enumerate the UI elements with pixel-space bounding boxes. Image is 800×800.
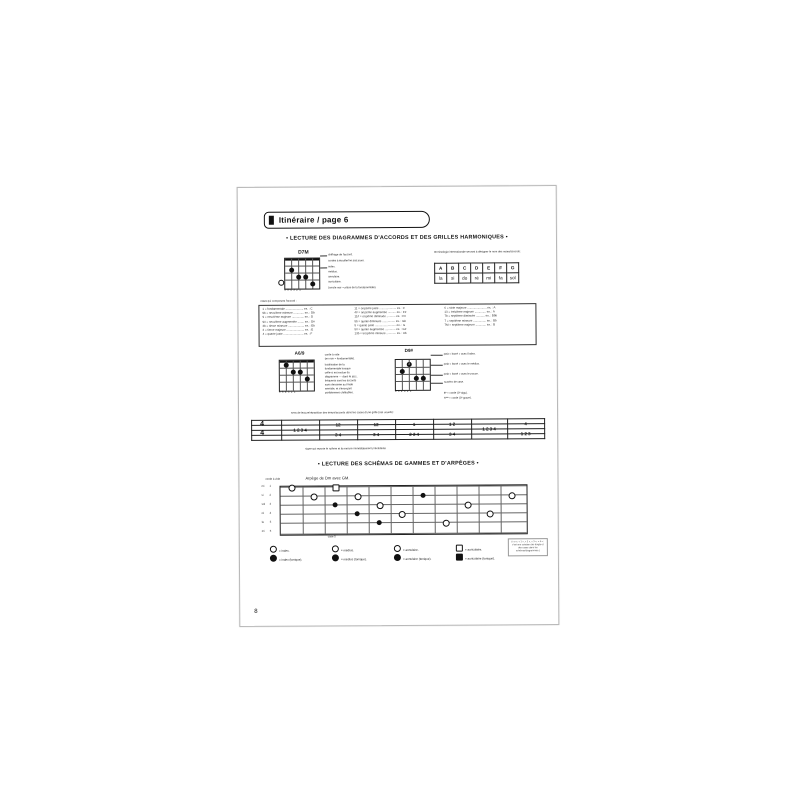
chord3-note-1: petit « barré » avec le médius.	[443, 362, 480, 366]
fretboard-note	[311, 493, 318, 500]
chord1-name: D7M	[298, 249, 309, 256]
chord1-finger-dot	[310, 282, 315, 287]
interval-item: 7 = septième mineure ................ ex. : Bb	[444, 318, 497, 323]
measure-upper: 1 2	[449, 421, 456, 427]
intervals-column-2	[354, 306, 406, 336]
time-signature-top: 4	[260, 420, 265, 428]
chord1-note-6: (cercle noir = place de la fondamentale).	[328, 286, 377, 290]
chord2-note-8: mentale, et s'énonçant	[324, 387, 352, 391]
interval-item: 7b = septième diminuée ........... ex. : Bbb	[444, 313, 498, 319]
chord2-finger-dot	[284, 363, 289, 368]
medius-tonic-marker-icon	[332, 554, 339, 561]
chord2-diagram	[279, 360, 315, 392]
interval-item: 3 = tierce majeure ...................... ex. : E	[262, 327, 314, 332]
interval-item: 6 = sixte majeure ........................ ex. : A	[444, 305, 496, 310]
fretboard-left-label: corde à vide	[265, 477, 281, 481]
string-name-5: la	[261, 520, 264, 524]
note-letter: A	[435, 263, 447, 273]
fretboard-note	[465, 502, 472, 509]
annulaire-tonic-marker-icon	[394, 554, 401, 561]
note-letter: D	[471, 263, 483, 273]
legend-label: = auriculaire (tonique).	[464, 556, 495, 561]
note-name: sol	[507, 273, 519, 283]
legend-label: = index.	[278, 548, 290, 553]
interval-item: 9 = neuvième majeure ............... ex. : D	[262, 314, 314, 320]
legend-label: = auriculaire.	[464, 547, 483, 552]
fretboard-note	[421, 493, 426, 498]
chord2-note-7: sans dessinée au finale	[324, 383, 353, 387]
measure-lower: 2 3 4	[409, 431, 420, 437]
legend-item-auriculaire	[456, 544, 482, 552]
legend-item-index	[270, 546, 290, 554]
note-name: fa	[495, 273, 507, 283]
measure-lower: 1 2 3	[520, 431, 531, 437]
string-number-4: 4	[269, 511, 272, 515]
section-title-scales: • LECTURE DES SCHÉMAS DE GAMMES ET D'ARPÈGES •	[317, 460, 479, 468]
chord1-note-5: auriculaire.	[328, 280, 342, 284]
intervals-column-1	[262, 307, 314, 337]
interval-item: 4 = quarte juste ......................... ex. : F	[262, 331, 313, 337]
measure-upper: 4	[524, 421, 527, 427]
time-signature-bottom: 4	[260, 429, 265, 437]
fretboard-note	[332, 484, 339, 491]
interval-item: 9# = neuvième augmentée ........ ex. : D#	[262, 319, 315, 324]
chord2-finger-dot	[305, 377, 310, 382]
legend-item-annulaire	[394, 545, 419, 553]
legend	[270, 544, 522, 564]
interval-item: 4# = onzième augmentée .......... ex. : F#	[354, 310, 407, 315]
note-name: la	[435, 273, 447, 283]
medius-marker-icon	[332, 545, 339, 552]
chord3-note-3: numéro de case.	[443, 380, 464, 384]
note-letter: G	[507, 263, 519, 273]
chord3-note-5: 6ªªª = corde (3ª grave).	[443, 396, 472, 400]
chord1-diagram	[284, 257, 320, 289]
legend-row-2	[270, 553, 522, 564]
footnote-box: (« o », « 1 », « 2 », « 3 », « 4 » : c'est une cotation des doigts et des cases dans les schémas/diagrammes.)	[508, 538, 548, 557]
chord2-note-2: localisation de la	[324, 363, 345, 367]
chord1-root-marker	[278, 280, 284, 286]
measure-upper: 12	[373, 422, 379, 428]
chord2-note-1: (en noir = fondamentale).	[324, 357, 355, 361]
fretboard-note	[355, 493, 362, 500]
chord3-leader-line	[431, 365, 443, 366]
rhythm-footnote: signe qui reporte le rythme et la mesure immédiatement précédente	[305, 447, 386, 451]
interval-item: 5# = quinte augmentée ............. ex. : G#	[354, 326, 407, 332]
chord1-leader-line	[320, 255, 327, 256]
note-name-table	[434, 262, 519, 284]
legend-label: = médius.	[340, 548, 354, 553]
legend-item-auriculaire-tonique	[456, 553, 495, 561]
intervals-title: notes qui composent l'accord :	[260, 299, 297, 303]
interval-item: 3b = tierce mineure .................... ex. : Eb	[262, 323, 315, 328]
chord1-note-4: annulaire.	[328, 275, 341, 279]
chord2-string-labels: 6 5 4 3 2 1	[278, 390, 296, 394]
chord3-finger-dot: 2	[408, 361, 411, 366]
legend-item-medius-tonique	[332, 554, 367, 562]
legend-label: = annulaire.	[402, 547, 419, 552]
measure-lower: 3 4	[449, 431, 456, 437]
string-name-3: sol	[261, 502, 266, 506]
note-letter: F	[495, 263, 507, 273]
note-name: ré	[471, 273, 483, 283]
chord3-finger-dot	[400, 369, 405, 374]
legend-label: = index (tonique).	[278, 557, 303, 562]
note-name: mi	[483, 273, 495, 283]
string-number-5: 5	[269, 520, 272, 524]
string-number-6: 6	[269, 529, 272, 533]
legend-item-index-tonique	[270, 555, 302, 563]
page-number: 8	[254, 608, 258, 615]
chord3-leader-line	[431, 383, 443, 384]
index-tonic-marker-icon	[270, 555, 277, 562]
arpege-title: Arpège de Dm avec GM.	[305, 475, 350, 481]
interval-item: 7M = septième majeure ............. ex. : B	[444, 322, 496, 327]
rhythm-caption: sens de lecture/répartition des temps/accords dans les cases d'une grille (cas usuels) :	[291, 411, 395, 415]
rhythm-grid	[251, 418, 545, 446]
chord1-finger-dot	[289, 268, 294, 273]
note-letter: B	[447, 263, 459, 273]
chord2-finger-dot	[291, 370, 296, 375]
chord2-note-0: corde à vide	[324, 353, 340, 357]
section-title-chords: • LECTURE DES DIAGRAMMES D'ACCORDS ET DES GRILLES HARMONIQUES •	[286, 234, 508, 242]
intervals-column-3	[444, 305, 497, 326]
interval-item: 11 = onzième juste ..................... ex. : F	[354, 305, 406, 311]
chord3-note-2: petit « barré » avec le pouce.	[443, 372, 479, 376]
string-name-1: mi	[261, 484, 265, 488]
fretboard-note	[333, 502, 338, 507]
fretboard-note	[487, 510, 494, 517]
measure-upper: 12	[335, 422, 341, 428]
measure-lower: 3 4	[335, 432, 342, 438]
chord3-note-4: 8ª = corde (3ª aigu).	[443, 391, 468, 395]
note-name: si	[447, 273, 459, 283]
note-letter: C	[459, 263, 471, 273]
fretboard-note	[509, 492, 516, 499]
chord3-name: D9#	[404, 347, 414, 353]
chord2-note-3: fondamentale lorsque	[324, 367, 351, 371]
note-name: do	[459, 273, 471, 283]
chord1-note-3: médius.	[328, 270, 338, 274]
fretboard-note	[377, 520, 382, 525]
legend-label: = annulaire (tonique).	[402, 556, 432, 561]
legend-label: = médius (tonique).	[340, 557, 367, 562]
measure-upper: 1	[412, 421, 416, 427]
interval-item: 13 = treizième majeure .............. ex. : A	[444, 309, 495, 314]
fretboard-note	[399, 511, 406, 518]
interval-item: 1 = fondamentale ...................... ex. : C	[262, 306, 313, 311]
string-name-6: mi	[261, 529, 265, 533]
chord1-note-2: index.	[328, 265, 336, 269]
measure-beats: 1 2 3 4	[482, 426, 496, 432]
auriculaire-tonic-marker-icon	[456, 554, 463, 561]
chord2-finger-dot	[298, 370, 303, 375]
chord3-note-0: petit « barré » avec l'index.	[443, 352, 476, 356]
note-letter: E	[483, 263, 495, 273]
string-name-4: ré	[261, 511, 265, 515]
note-table-caption: terminologie internationale servant à désigner le nom des notes/accords :	[434, 250, 522, 254]
chord2-note-5: diagramme — dans le jazz,	[324, 375, 358, 379]
interval-item: 9b = neuvième mineure ............. ex. : Db	[262, 310, 315, 316]
string-number-2: 2	[269, 493, 272, 497]
banner-title: Itinéraire / page 6	[278, 215, 349, 225]
fretboard-note	[377, 502, 384, 509]
fret-marker-label: case 5	[327, 535, 336, 539]
page-banner	[264, 211, 430, 229]
string-name-2: si	[261, 493, 264, 497]
fretboard-note	[355, 511, 360, 516]
interval-item: 11# = onzième diminuée ........... ex. : F#	[354, 314, 406, 319]
chord3-finger-dot	[414, 376, 419, 381]
chord1-finger-dot	[296, 275, 301, 280]
fretboard-note	[443, 520, 450, 527]
scanned-book-page	[237, 185, 560, 627]
chord1-note-1: cordes à étouffer/ne pas jouer.	[328, 259, 365, 263]
chord2-note-4: celle-ci est exclue du	[324, 371, 350, 375]
index-marker-icon	[270, 546, 277, 553]
chord1-note-0: chiffrage de l'accord.	[328, 253, 353, 257]
chord1-leader-line	[320, 267, 327, 268]
measure-lower: 3 4	[373, 432, 380, 438]
auriculaire-marker-icon	[456, 545, 463, 552]
note-table-letters-row	[435, 263, 519, 274]
interval-item: 5 = quinte juste .......................... ex. : G	[354, 322, 406, 328]
annulaire-marker-icon	[394, 545, 401, 552]
chord3-leader-line	[431, 355, 443, 356]
chord3-leader-line	[431, 375, 443, 376]
interval-item: 5b = quinte diminuée ................ ex. : Gb	[354, 318, 406, 323]
chord3-string-labels: 6 5 4 3 2 1	[394, 389, 412, 394]
chord2-name: A6/9	[294, 350, 305, 356]
string-number-3: 3	[269, 502, 272, 506]
measure-beats: 1 2 3 4	[293, 427, 307, 433]
fretboard-note	[288, 485, 295, 492]
interval-item: 13b = treizième mineure ............ ex. : Ab	[354, 331, 407, 336]
chord3-finger-dot	[421, 376, 426, 381]
chord2-note-9: parfaitement chiffrables.	[324, 391, 354, 395]
string-number-1: 1	[269, 484, 271, 488]
chord1-string-labels: 6 5 4 3 2 1	[284, 288, 301, 292]
chord1-finger-dot	[303, 275, 308, 280]
chord2-note-6: fréquents sont les accords	[324, 379, 357, 383]
banner-bar-icon	[269, 216, 274, 225]
legend-item-annulaire-tonique	[394, 554, 431, 562]
legend-item-medius	[332, 545, 354, 553]
note-table-names-row	[435, 273, 519, 284]
